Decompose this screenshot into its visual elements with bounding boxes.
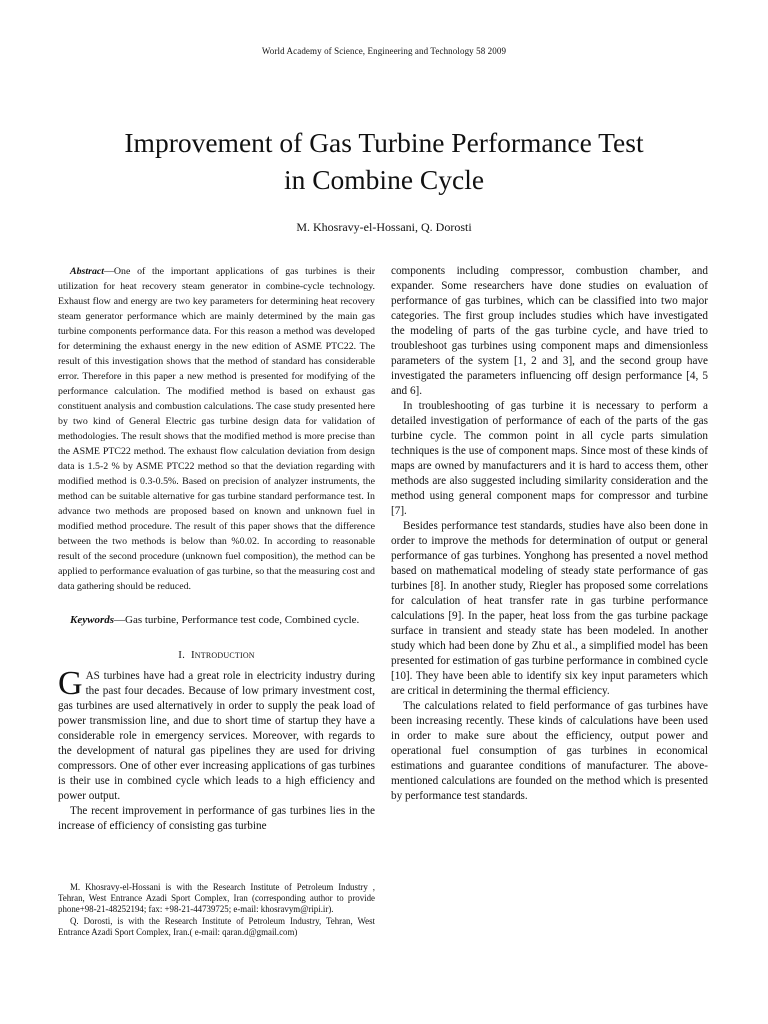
title-line-1: Improvement of Gas Turbine Performance Test <box>124 127 644 158</box>
right-paragraph-3: Besides performance test standards, studies have also been done in order to improve the methods for determination of output or general performance of gas turbines. Yonghong has presented a novel method based on mathematical modeling of steady state performance of gas turbines [8]. In another study, Riegler has proposed some correlations for calculation of heat transfer rate in gas turbine performance calculations [9]. In the paper, heat loss from the gas turbine package surface in transient and steady state has been modeled. In another study which had been done by Zhu et al., a simplified model has been presented for estimation of gas turbine performance in combined cycle [10]. They have been able to identify six key input parameters which are critical in determining the thermal efficiency. <box>391 520 708 697</box>
drop-cap: G <box>58 665 83 702</box>
title-line-2: in Combine Cycle <box>283 164 485 195</box>
footnote-author-1: M. Khosravy-el-Hossani is with the Research Institute of Petroleum Industry , Tehran, West Entrance Azadi Sport Complex, Iran (corresponding author to provide phone+98-21-48252194; fax: +98-21-44739725; e-mail: khosravym@ripi.ir). <box>58 882 375 915</box>
section-heading <box>58 648 375 663</box>
right-paragraph-4: The calculations related to field performance of gas turbines have been increasing recently. These kinds of calculations have been used in order to make sure about the efficiency, output power and operational fuel consumption of gas turbines in economical estimations and guarantee conditions of manufacturer. The above-mentioned calculations are founded on the method which is presented by performance test standards. <box>391 700 708 802</box>
footnotes <box>58 882 375 938</box>
right-paragraph-1: components including compressor, combustion chamber, and expander. Some researchers have done studies on evaluation of performance of gas turbines, which can be classified into two major categories. The first group includes studies which have investigated the modeling of parts of the gas turbine cycle, and have tried to troubleshoot gas turbines using component maps and dimensionless parameters of the system [1, 2 and 3], and the second group have investigated the parameters influencing off design performance [4, 5 and 6]. <box>391 265 708 397</box>
keywords <box>58 613 375 628</box>
abstract <box>58 264 375 594</box>
intro-paragraph-1 <box>58 665 375 804</box>
left-column <box>58 264 375 834</box>
section-title: Introduction <box>190 649 255 661</box>
section-number: I. <box>178 649 186 661</box>
abstract-text: —One of the important applications of gas turbines is their utilization for heat recovery steam generator in combine-cycle technology. Exhaust flow and energy are two key parameters for determining heat recovery steam generator performance which are mainly determined by the main gas turbine components performance data. For this reason a method was developed for determining the exhaust energy in the new edition of ASME PTC22. The result of this investigation shows that the method of standard has considerable error. Therefore in this paper a new method is presented for modifying of the performance calculation. The modified method is based on exhaust gas constituent analysis and combustion calculations. The case study presented here by two kind of General Electric gas turbine design data for validation of methodologies. The result shows that the modified method is more precise than the ASME PTC22 method. The exhaust flow calculation deviation from design data is 1.5-2 % by ASME PTC22 method so that the deviation regarding with modified method is 0.3-0.5%. Based on precision of analyzer instruments, the method can be suitable alternative for gas turbine standard performance test. In advance two methods are proposed based on known and unknown fuel in modified method procedure. The result of this paper shows that the difference between the two methods is below than %0.02. In according to reasonable result of the second procedure (unknown fuel composition), the method can be applied to performance evaluation of gas turbine, so that the measuring cost and data gathering should be reduced. <box>58 266 375 592</box>
right-paragraph-2: In troubleshooting of gas turbine it is necessary to perform a detailed investigation of performance of each of the parts of the gas turbine cycle. The common point in all cycle parts simulation techniques is the use of component maps. Since most of these kinds of maps are owned by manufacturers and it is hard to access them, other methods are also suggested including similarity consideration and the method using general component maps for compressor and turbine [7]. <box>391 400 708 517</box>
abstract-label: Abstract <box>70 266 105 277</box>
keywords-text: —Gas turbine, Performance test code, Combined cycle. <box>114 614 360 626</box>
keywords-label: Keywords <box>70 614 114 626</box>
right-column <box>391 264 708 804</box>
running-header: World Academy of Science, Engineering and Technology 58 2009 <box>261 46 507 56</box>
author-list: M. Khosravy-el-Hossani, Q. Dorosti <box>296 220 472 234</box>
paper-title <box>40 124 728 198</box>
footnote-author-2: Q. Dorosti, is with the Research Institute of Petroleum Industry, Tehran, West Entrance Azadi Sport Complex, Iran.( e-mail: qaran.d@gmail.com) <box>58 915 375 937</box>
intro-paragraph-1-text: AS turbines have had a great role in electricity industry during the past four decades. Because of low primary investment cost, gas turbines are used alternatively in order to supply the peak load of power transmission line, and due to short time of startup they have a considerable role in emergency services. Moreover, with regards to the development of natural gas pipelines they are used for driving compressors. One of other ever increasing applications of gas turbines is their use in combined cycle which leads to a high efficiency and power output. <box>58 670 375 802</box>
intro-paragraph-2: The recent improvement in performance of gas turbines lies in the increase of efficiency of consisting gas turbine <box>58 805 375 832</box>
